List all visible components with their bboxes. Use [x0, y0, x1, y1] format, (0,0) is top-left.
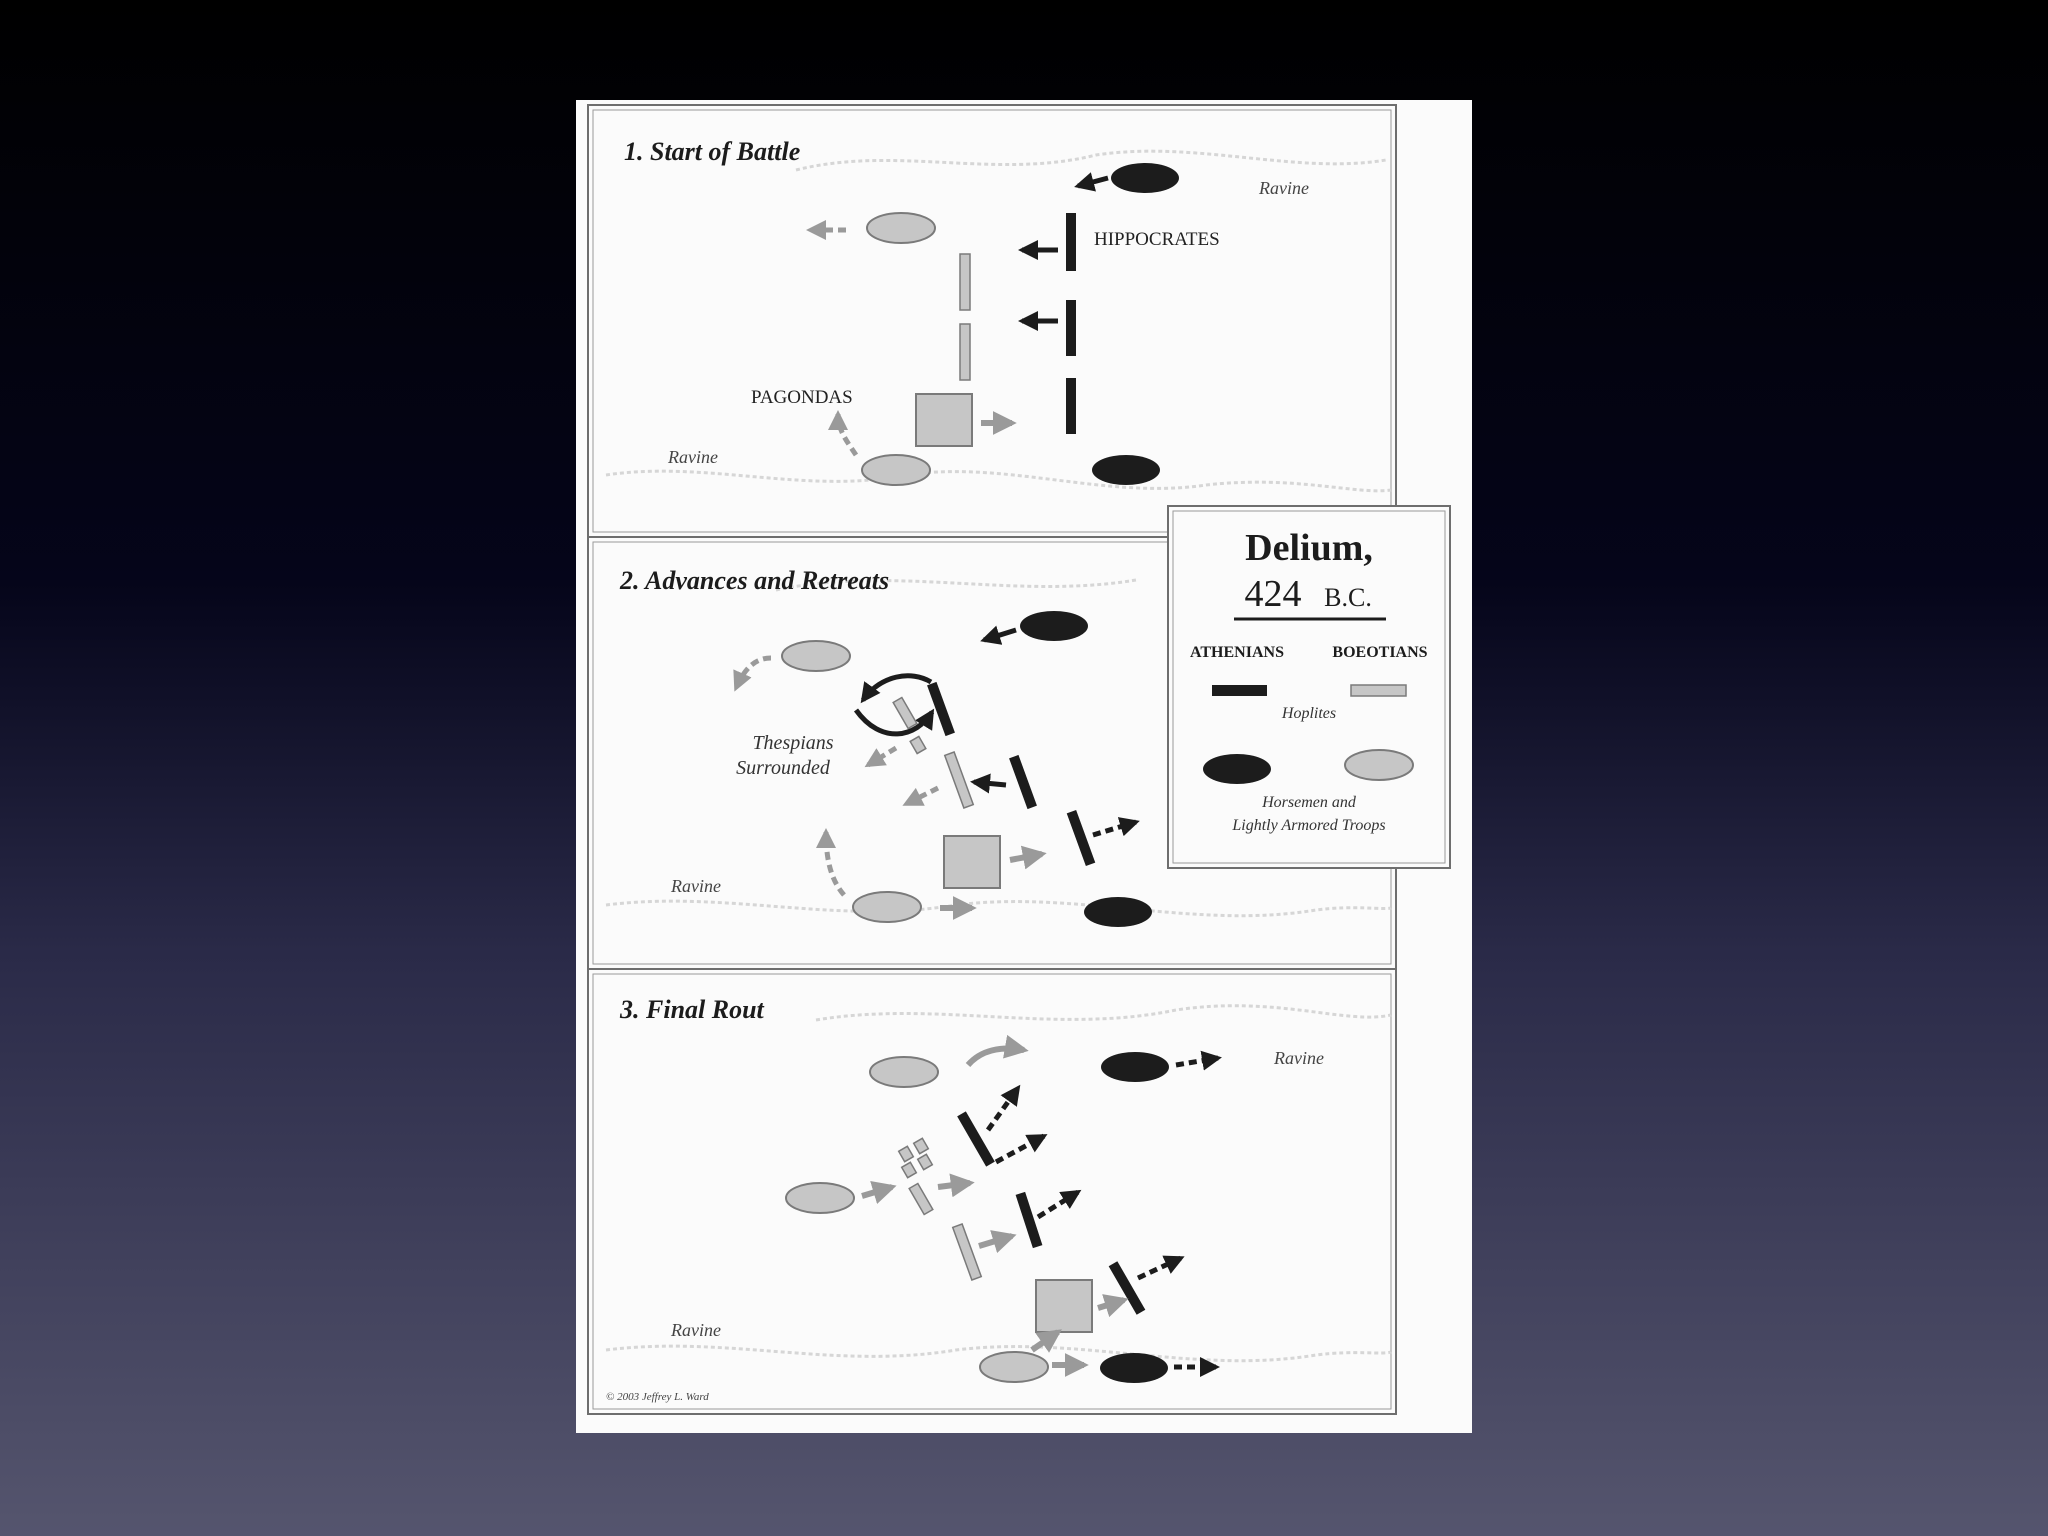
- athenian-arrow: [1093, 822, 1136, 835]
- boeotian-hoplite-unit: [914, 1138, 929, 1153]
- athenian-hoplite-unit: [1109, 1261, 1146, 1314]
- boeotian-cavalry-unit: [782, 641, 850, 671]
- battle-map-image: [576, 100, 1472, 1433]
- boeotian-cavalry-unit: [853, 892, 921, 922]
- panel-2-title: 2. Advances and Retreats: [620, 566, 890, 595]
- boeotian-arrow: [838, 414, 856, 455]
- legend-athenian-hoplite-swatch: [1212, 685, 1267, 696]
- ravine-label: Ravine: [1274, 1048, 1324, 1068]
- athenian-cavalry-unit: [1111, 163, 1179, 193]
- boeotian-hoplite-unit: [945, 752, 974, 808]
- athenian-cavalry-unit: [1020, 611, 1088, 641]
- legend-era: B.C.: [1324, 583, 1372, 612]
- legend-boeotian-cavalry-swatch: [1345, 750, 1413, 780]
- athenian-cavalry-unit: [1101, 1052, 1169, 1082]
- boeotian-reserve-square: [1036, 1280, 1092, 1332]
- boeotian-arrow: [868, 748, 896, 765]
- ravine-label: Ravine: [668, 447, 718, 467]
- pagondas-label: PAGONDAS: [751, 387, 853, 408]
- athenian-arrow: [1176, 1058, 1218, 1065]
- legend-boeotians-label: BOEOTIANS: [1332, 644, 1428, 661]
- boeotian-cavalry-unit: [870, 1057, 938, 1087]
- boeotian-hoplite-unit: [910, 736, 926, 753]
- athenian-arrow: [988, 1088, 1018, 1130]
- athenian-arrow: [996, 1136, 1044, 1162]
- boeotian-cavalry-unit: [786, 1183, 854, 1213]
- legend-hoplites-label: Hoplites: [1281, 705, 1337, 722]
- athenian-arrow: [974, 782, 1006, 785]
- athenian-arrow: [1138, 1258, 1181, 1278]
- athenian-hoplite-unit: [957, 1111, 995, 1166]
- boeotian-cavalry-unit: [867, 213, 935, 243]
- boeotian-arrow: [979, 1236, 1012, 1246]
- thespians-label: Thespians: [752, 732, 834, 754]
- ravine-line: [816, 1006, 1391, 1020]
- boeotian-cavalry-unit: [862, 455, 930, 485]
- athenian-cavalry-unit: [1084, 897, 1152, 927]
- boeotian-hoplite-unit: [899, 1146, 914, 1161]
- boeotian-arrow: [906, 788, 938, 804]
- ravine-label: Ravine: [1259, 178, 1309, 198]
- legend-horsemen-label: Lightly Armored Troops: [1232, 817, 1386, 834]
- encircle-arrow: [856, 710, 932, 734]
- encircle-arrow: [863, 676, 931, 700]
- athenian-hoplite-unit: [1009, 755, 1037, 809]
- boeotian-hoplite-unit: [909, 1184, 933, 1215]
- legend-title: Delium,: [1245, 527, 1373, 569]
- athenian-hoplite-unit: [1016, 1192, 1043, 1248]
- athenian-arrow: [1038, 1192, 1078, 1217]
- legend-year: 424: [1244, 573, 1302, 615]
- boeotian-arrow: [1010, 854, 1042, 860]
- copyright-note: © 2003 Jeffrey L. Ward: [606, 1391, 709, 1403]
- boeotian-hoplite-unit: [953, 1224, 982, 1280]
- boeotian-arrow: [968, 1049, 1024, 1065]
- legend-boeotian-hoplite-swatch: [1351, 685, 1406, 696]
- athenian-cavalry-unit: [1092, 455, 1160, 485]
- ravine-line: [796, 151, 1386, 170]
- athenian-arrow: [984, 630, 1016, 640]
- boeotian-arrow: [736, 658, 771, 688]
- athenian-hoplite-unit: [1067, 810, 1096, 866]
- athenian-hoplite-unit: [1066, 378, 1076, 434]
- ravine-line: [606, 901, 1391, 916]
- boeotian-arrow: [1098, 1300, 1124, 1308]
- boeotian-arrow: [826, 832, 844, 895]
- boeotian-reserve-square: [944, 836, 1000, 888]
- panel-1-title: 1. Start of Battle: [624, 137, 801, 166]
- boeotian-reserve-square: [916, 394, 972, 446]
- athenian-cavalry-unit: [1100, 1353, 1168, 1383]
- athenian-arrow: [1078, 178, 1108, 186]
- athenian-hoplite-unit: [1066, 300, 1076, 356]
- boeotian-arrow: [862, 1187, 892, 1196]
- boeotian-arrow: [938, 1183, 970, 1187]
- boeotian-hoplite-unit: [893, 698, 917, 729]
- athenian-hoplite-unit: [927, 682, 955, 736]
- boeotian-hoplite-unit: [902, 1162, 917, 1177]
- hippocrates-label: HIPPOCRATES: [1094, 229, 1220, 250]
- panel-3-title: 3. Final Rout: [620, 995, 764, 1024]
- thespians-label: Surrounded: [736, 757, 830, 779]
- ravine-label: Ravine: [671, 1320, 721, 1340]
- boeotian-hoplite-unit: [960, 324, 970, 380]
- boeotian-hoplite-unit: [918, 1154, 933, 1169]
- athenian-hoplite-unit: [1066, 213, 1076, 271]
- legend-athenians-label: ATHENIANS: [1190, 644, 1284, 661]
- legend-athenian-cavalry-swatch: [1203, 754, 1271, 784]
- boeotian-hoplite-unit: [960, 254, 970, 310]
- boeotian-cavalry-unit: [980, 1352, 1048, 1382]
- ravine-line: [606, 471, 1391, 491]
- ravine-label: Ravine: [671, 876, 721, 896]
- legend-horsemen-label: Horsemen and: [1262, 794, 1356, 811]
